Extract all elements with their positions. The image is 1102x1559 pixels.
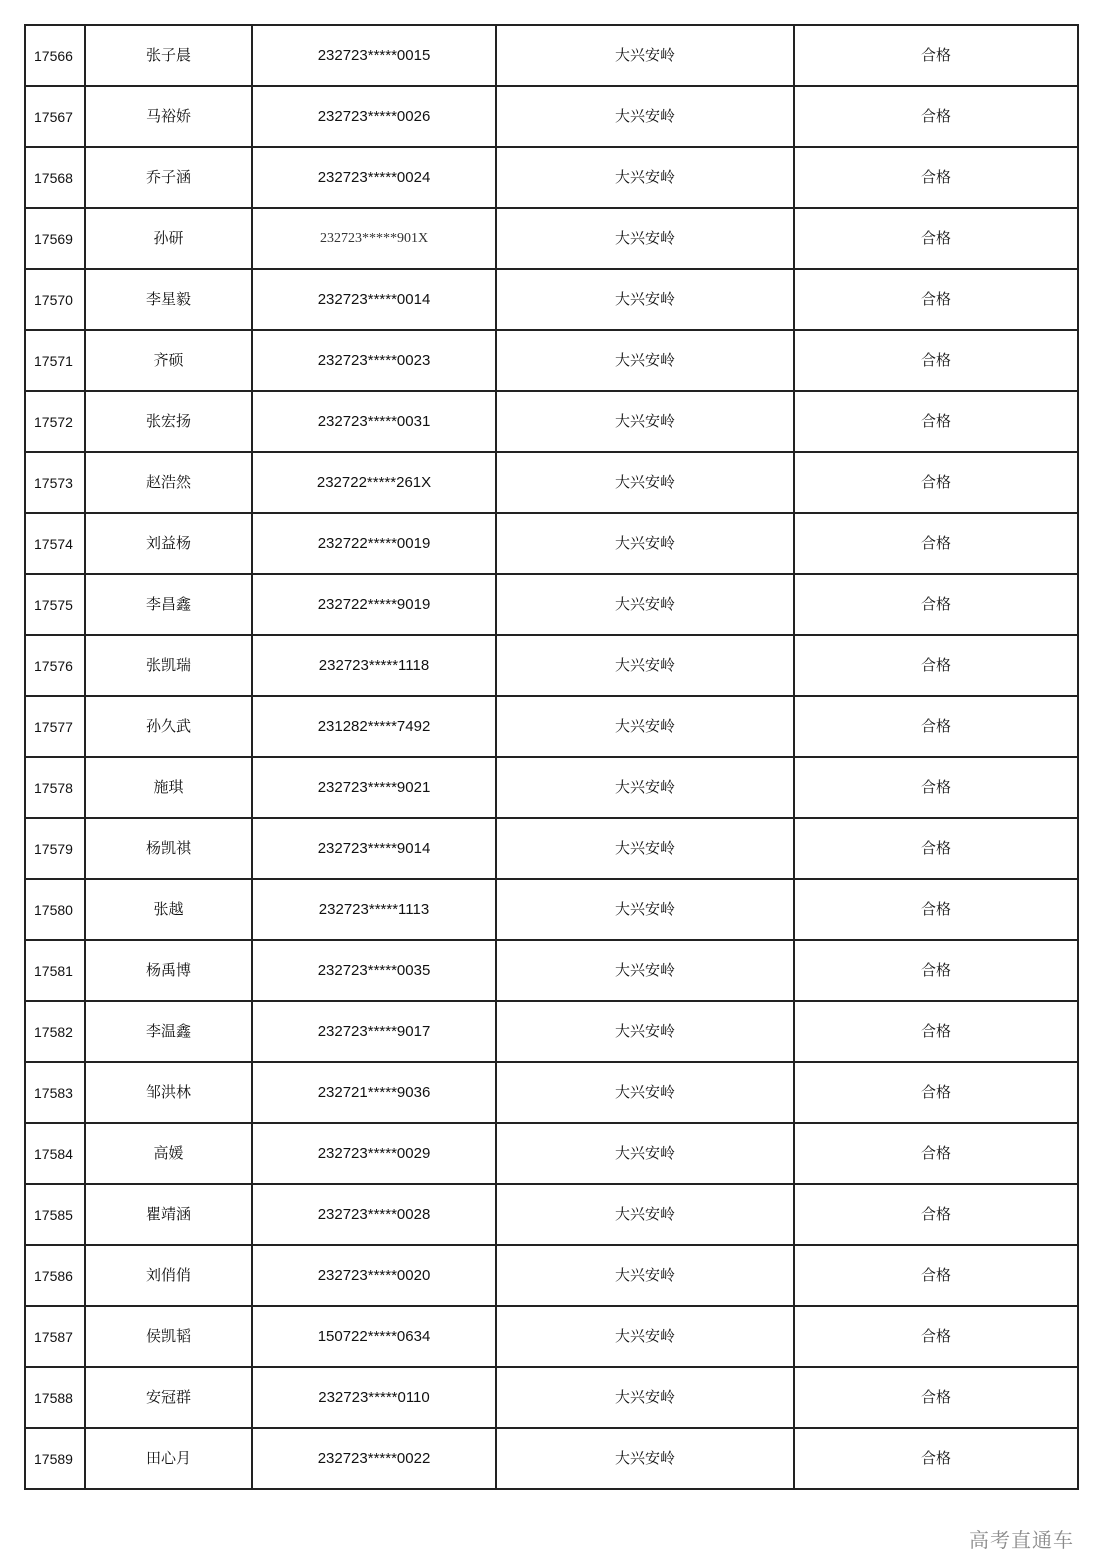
- table-row: [25, 940, 1078, 1001]
- id-number-cell: 232723*****1113: [252, 879, 496, 940]
- region-cell: 大兴安岭: [496, 452, 794, 513]
- result-cell: 合格: [794, 330, 1078, 391]
- table-row: [25, 1001, 1078, 1062]
- result-cell: 合格: [794, 1001, 1078, 1062]
- row-number-cell: 17582: [25, 1001, 85, 1062]
- name-cell: 赵浩然: [85, 452, 252, 513]
- row-number-cell: 17576: [25, 635, 85, 696]
- row-number-cell: 17566: [25, 25, 85, 86]
- result-cell: 合格: [794, 574, 1078, 635]
- region-cell: 大兴安岭: [496, 86, 794, 147]
- row-number-cell: 17587: [25, 1306, 85, 1367]
- table-row: [25, 1428, 1078, 1489]
- region-cell: 大兴安岭: [496, 696, 794, 757]
- name-cell: 高媛: [85, 1123, 252, 1184]
- region-cell: 大兴安岭: [496, 391, 794, 452]
- row-number-cell: 17570: [25, 269, 85, 330]
- result-cell: 合格: [794, 391, 1078, 452]
- watermark-text: 高考直通车: [969, 1528, 1074, 1552]
- name-cell: 张子晨: [85, 25, 252, 86]
- result-cell: 合格: [794, 86, 1078, 147]
- id-number-cell: 232723*****0031: [252, 391, 496, 452]
- name-cell: 李昌鑫: [85, 574, 252, 635]
- table-row: [25, 696, 1078, 757]
- results-table-body: [25, 25, 1078, 1489]
- row-number-cell: 17572: [25, 391, 85, 452]
- table-row: [25, 86, 1078, 147]
- result-cell: 合格: [794, 940, 1078, 1001]
- region-cell: 大兴安岭: [496, 1062, 794, 1123]
- result-cell: 合格: [794, 696, 1078, 757]
- region-cell: 大兴安岭: [496, 818, 794, 879]
- table-row: [25, 330, 1078, 391]
- row-number-cell: 17584: [25, 1123, 85, 1184]
- result-cell: 合格: [794, 1367, 1078, 1428]
- name-cell: 刘俏俏: [85, 1245, 252, 1306]
- name-cell: 齐硕: [85, 330, 252, 391]
- row-number-cell: 17567: [25, 86, 85, 147]
- result-cell: 合格: [794, 1062, 1078, 1123]
- row-number-cell: 17575: [25, 574, 85, 635]
- row-number-cell: 17585: [25, 1184, 85, 1245]
- region-cell: 大兴安岭: [496, 1184, 794, 1245]
- results-table: [24, 24, 1079, 1490]
- row-number-cell: 17573: [25, 452, 85, 513]
- result-cell: 合格: [794, 757, 1078, 818]
- region-cell: 大兴安岭: [496, 1123, 794, 1184]
- name-cell: 邹洪林: [85, 1062, 252, 1123]
- table-row: [25, 513, 1078, 574]
- table-row: [25, 1306, 1078, 1367]
- region-cell: 大兴安岭: [496, 330, 794, 391]
- result-cell: 合格: [794, 269, 1078, 330]
- result-cell: 合格: [794, 1123, 1078, 1184]
- id-number-cell: 232723*****0020: [252, 1245, 496, 1306]
- table-row: [25, 1184, 1078, 1245]
- id-number-cell: 232723*****0024: [252, 147, 496, 208]
- table-row: [25, 1062, 1078, 1123]
- id-number-cell: 232723*****0015: [252, 25, 496, 86]
- id-number-cell: 232723*****0022: [252, 1428, 496, 1489]
- id-number-cell: 232721*****9036: [252, 1062, 496, 1123]
- name-cell: 张宏扬: [85, 391, 252, 452]
- region-cell: 大兴安岭: [496, 147, 794, 208]
- name-cell: 孙久武: [85, 696, 252, 757]
- row-number-cell: 17586: [25, 1245, 85, 1306]
- result-cell: 合格: [794, 513, 1078, 574]
- id-number-cell: 232722*****0019: [252, 513, 496, 574]
- region-cell: 大兴安岭: [496, 25, 794, 86]
- name-cell: 乔子涵: [85, 147, 252, 208]
- region-cell: 大兴安岭: [496, 208, 794, 269]
- name-cell: 孙研: [85, 208, 252, 269]
- table-row: [25, 757, 1078, 818]
- result-cell: 合格: [794, 1306, 1078, 1367]
- result-cell: 合格: [794, 635, 1078, 696]
- result-cell: 合格: [794, 208, 1078, 269]
- name-cell: 李星毅: [85, 269, 252, 330]
- row-number-cell: 17588: [25, 1367, 85, 1428]
- region-cell: 大兴安岭: [496, 635, 794, 696]
- table-row: [25, 574, 1078, 635]
- name-cell: 侯凯韬: [85, 1306, 252, 1367]
- region-cell: 大兴安岭: [496, 513, 794, 574]
- row-number-cell: 17589: [25, 1428, 85, 1489]
- region-cell: 大兴安岭: [496, 879, 794, 940]
- table-row: [25, 269, 1078, 330]
- table-row: [25, 208, 1078, 269]
- id-number-cell: 232723*****0110: [252, 1367, 496, 1428]
- row-number-cell: 17577: [25, 696, 85, 757]
- row-number-cell: 17569: [25, 208, 85, 269]
- id-number-cell: 231282*****7492: [252, 696, 496, 757]
- name-cell: 李温鑫: [85, 1001, 252, 1062]
- region-cell: 大兴安岭: [496, 940, 794, 1001]
- table-row: [25, 635, 1078, 696]
- id-number-cell: 232723*****0023: [252, 330, 496, 391]
- id-number-cell: 232723*****9014: [252, 818, 496, 879]
- row-number-cell: 17568: [25, 147, 85, 208]
- name-cell: 杨禹博: [85, 940, 252, 1001]
- table-row: [25, 1123, 1078, 1184]
- region-cell: 大兴安岭: [496, 1428, 794, 1489]
- region-cell: 大兴安岭: [496, 1245, 794, 1306]
- row-number-cell: 17583: [25, 1062, 85, 1123]
- id-number-cell: 232723*****0028: [252, 1184, 496, 1245]
- id-number-cell: 232723*****9017: [252, 1001, 496, 1062]
- result-cell: 合格: [794, 25, 1078, 86]
- id-number-cell: 232722*****261X: [252, 452, 496, 513]
- row-number-cell: 17579: [25, 818, 85, 879]
- table-row: [25, 147, 1078, 208]
- name-cell: 瞿靖涵: [85, 1184, 252, 1245]
- region-cell: 大兴安岭: [496, 757, 794, 818]
- table-row: [25, 1245, 1078, 1306]
- name-cell: 张越: [85, 879, 252, 940]
- table-row: [25, 452, 1078, 513]
- id-number-cell: 232722*****9019: [252, 574, 496, 635]
- result-cell: 合格: [794, 1245, 1078, 1306]
- row-number-cell: 17574: [25, 513, 85, 574]
- id-number-cell: 232723*****9021: [252, 757, 496, 818]
- name-cell: 马裕娇: [85, 86, 252, 147]
- table-row: [25, 25, 1078, 86]
- id-number-cell: 232723*****0029: [252, 1123, 496, 1184]
- region-cell: 大兴安岭: [496, 574, 794, 635]
- result-cell: 合格: [794, 1428, 1078, 1489]
- region-cell: 大兴安岭: [496, 269, 794, 330]
- id-number-cell: 232723*****1118: [252, 635, 496, 696]
- name-cell: 杨凯祺: [85, 818, 252, 879]
- name-cell: 安冠群: [85, 1367, 252, 1428]
- row-number-cell: 17581: [25, 940, 85, 1001]
- id-number-cell: 150722*****0634: [252, 1306, 496, 1367]
- id-number-cell: 232723*****0035: [252, 940, 496, 1001]
- row-number-cell: 17580: [25, 879, 85, 940]
- id-number-cell: 232723*****0014: [252, 269, 496, 330]
- name-cell: 刘益杨: [85, 513, 252, 574]
- row-number-cell: 17578: [25, 757, 85, 818]
- result-cell: 合格: [794, 818, 1078, 879]
- table-row: [25, 879, 1078, 940]
- table-row: [25, 818, 1078, 879]
- table-row: [25, 1367, 1078, 1428]
- region-cell: 大兴安岭: [496, 1001, 794, 1062]
- region-cell: 大兴安岭: [496, 1367, 794, 1428]
- id-number-cell: 232723*****901X: [252, 208, 496, 269]
- result-cell: 合格: [794, 1184, 1078, 1245]
- name-cell: 田心月: [85, 1428, 252, 1489]
- id-number-cell: 232723*****0026: [252, 86, 496, 147]
- result-cell: 合格: [794, 879, 1078, 940]
- row-number-cell: 17571: [25, 330, 85, 391]
- region-cell: 大兴安岭: [496, 1306, 794, 1367]
- table-row: [25, 391, 1078, 452]
- name-cell: 施琪: [85, 757, 252, 818]
- result-cell: 合格: [794, 452, 1078, 513]
- name-cell: 张凯瑞: [85, 635, 252, 696]
- result-cell: 合格: [794, 147, 1078, 208]
